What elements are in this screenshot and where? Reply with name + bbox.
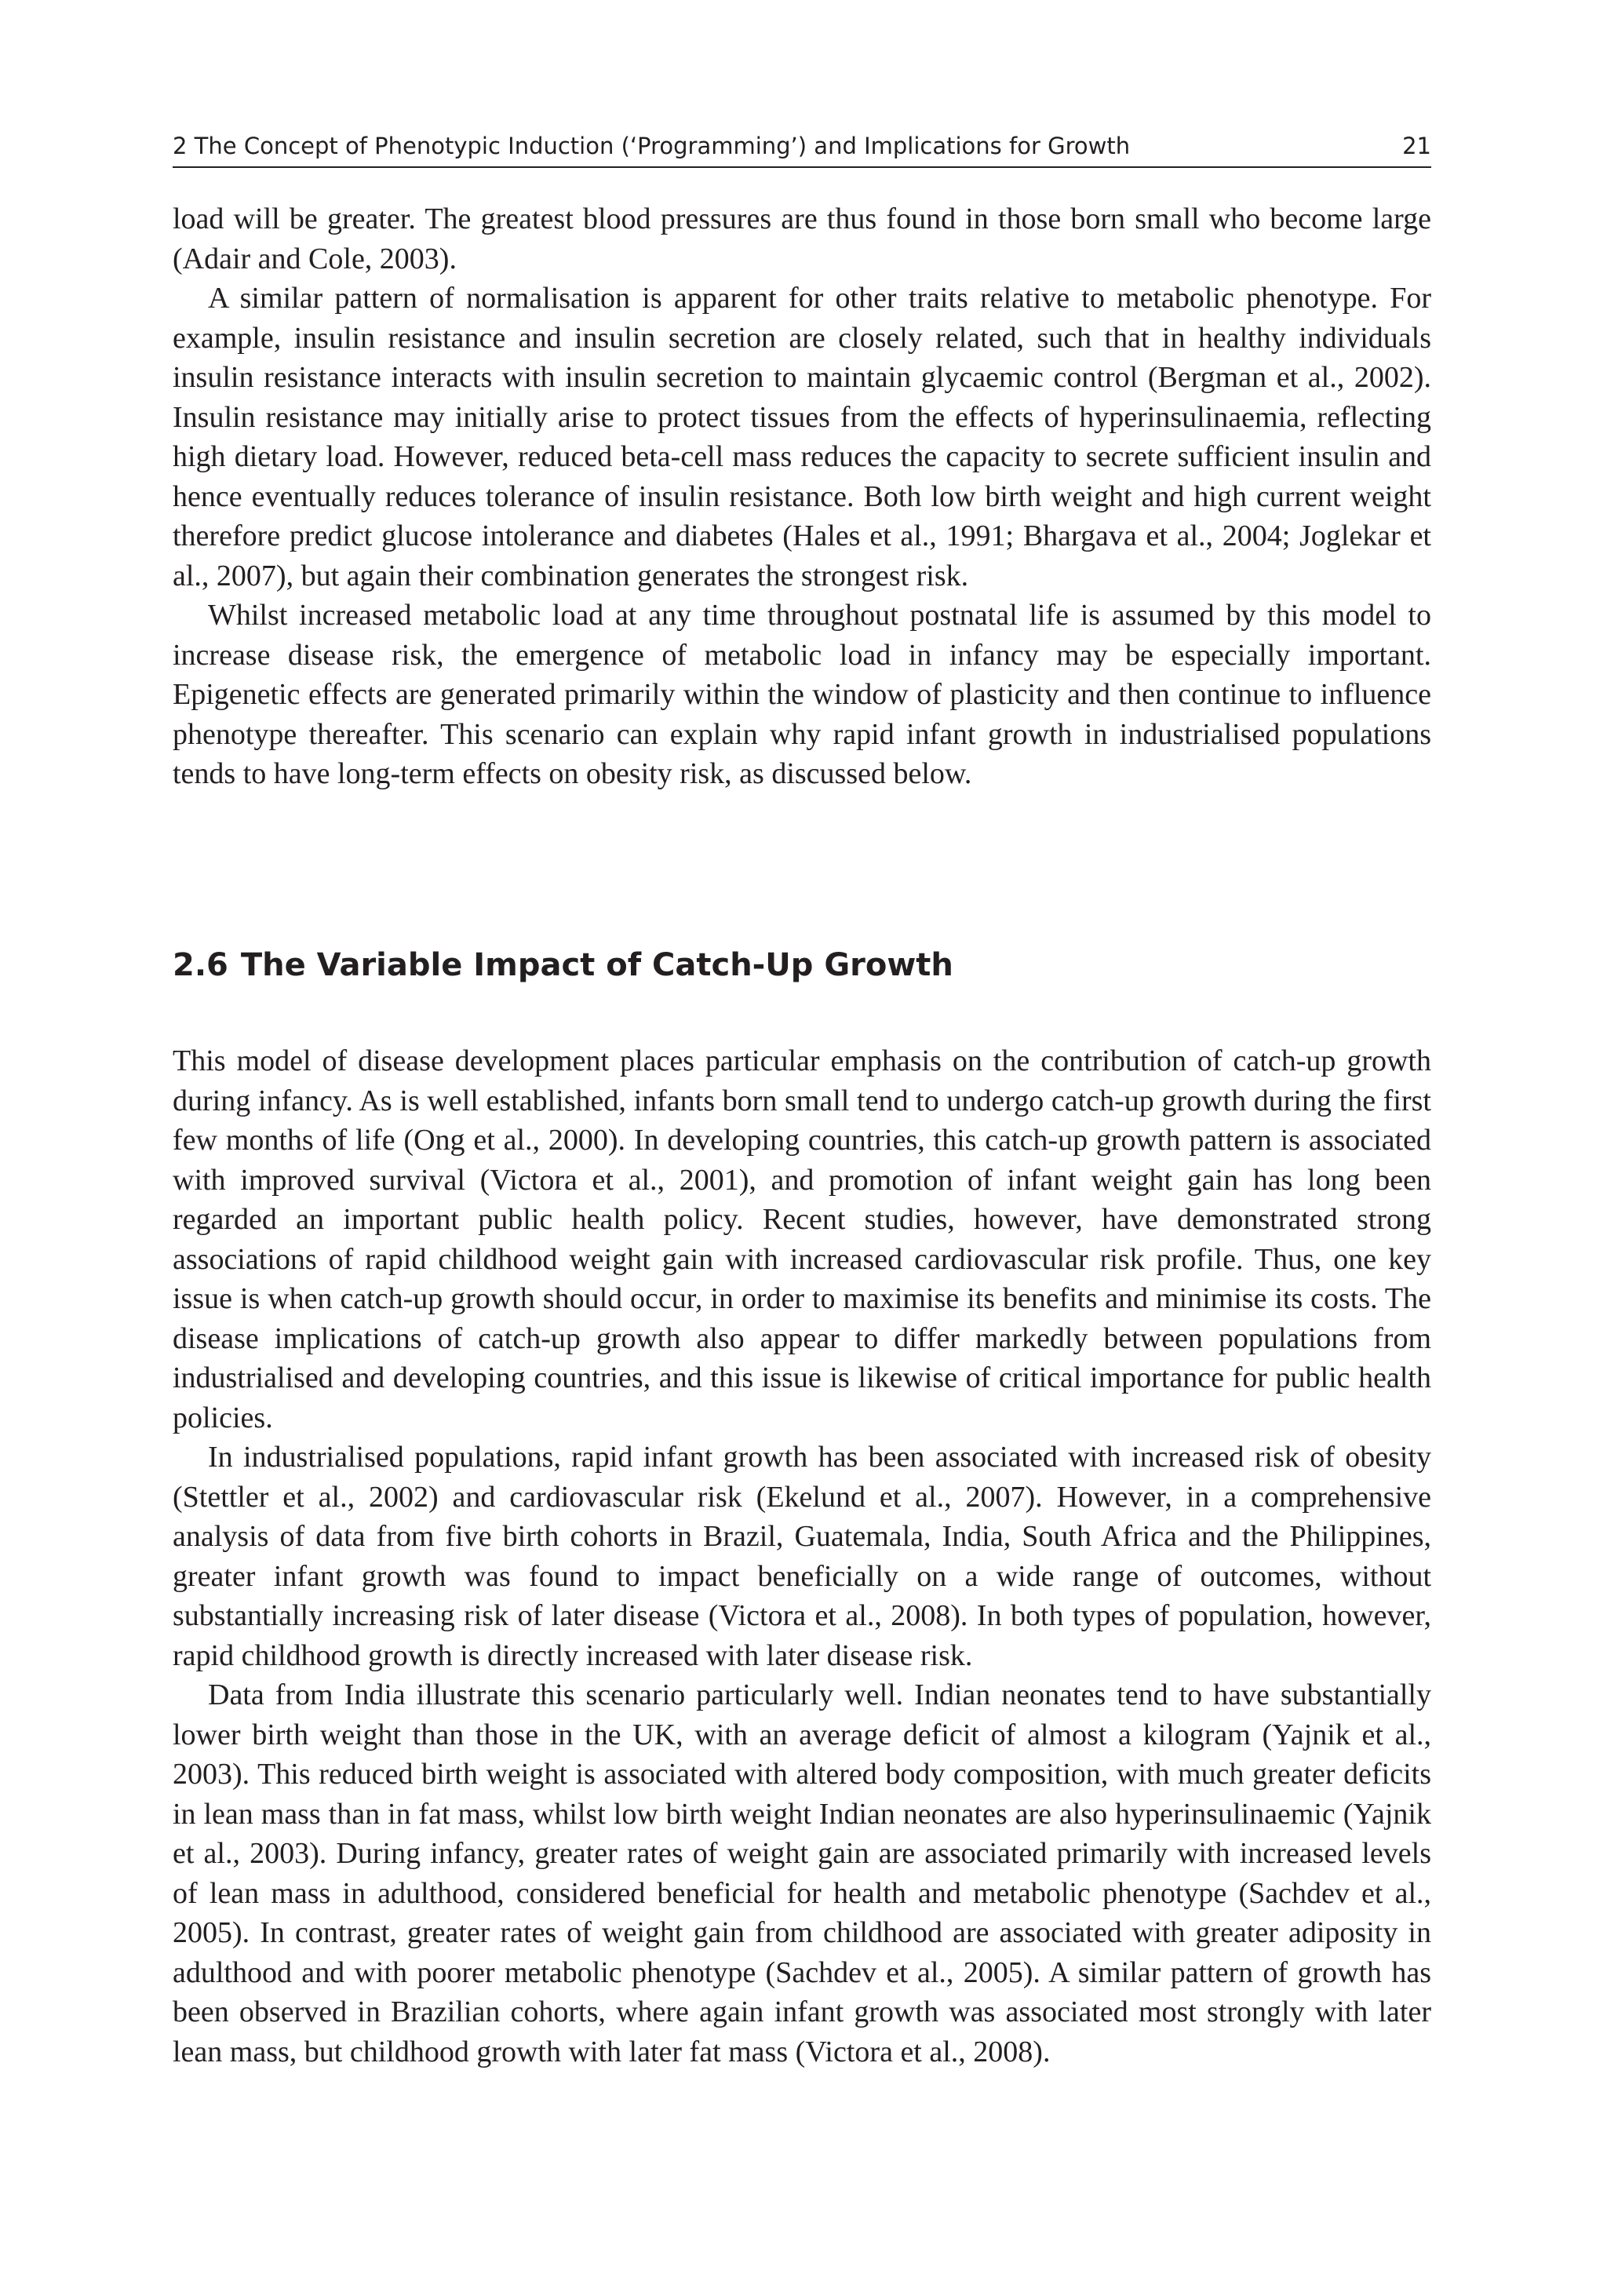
section-heading — [173, 942, 1431, 989]
paragraph: Whilst increased metabolic load at any time throughout postnatal life is assumed by this model to increase disease risk, the emergence of metabolic load in infancy may be especially important. Epigenetic effects are generated primarily within the window of plasticity and then continue to influence phenotype thereafter. This scenario can explain why rapid infant growth in industrialised populations tends to have long-term effects on obesity risk, as discussed below. — [173, 599, 1431, 790]
running-header — [173, 126, 1431, 168]
paragraph: This model of disease development places particular emphasis on the contribution of catch-up growth during infancy. As is well established, infants born small tend to undergo catch-up growth during the first few months of life (Ong et al., 2000). In developing countries, this catch-up growth pattern is associated with improved survival (Victora et al., 2001), and promotion of infant weight gain has long been regarded an important public health policy. Recent studies, however, have demonstrated strong associations of rapid childhood weight gain with increased cardiovascular risk profile. Thus, one key issue is when catch-up growth should occur, in order to maximise its benefits and minimise its costs. The disease implications of catch-up growth also appear to differ markedly between populations from industrialised and developing countries, and this issue is likewise of critical importance for public health policies. — [173, 1044, 1431, 1434]
page-number: 21 — [1402, 133, 1431, 159]
document-page — [173, 0, 1431, 2296]
paragraph: load will be greater. The greatest blood pressures are thus found in those born small who become large (Adair and Cole, 2003). — [173, 202, 1431, 275]
paragraph: Data from India illustrate this scenario particularly well. Indian neonates tend to have substantially lower birth weight than those in the UK, with an average deficit of almost a kilogram (Yajnik et al., 2003). This reduced birth weight is associated with altered body composition, with much greater deficits in lean mass than in fat mass, whilst low birth weight Indian neonates are also hyperinsulinaemic (Yajnik et al., 2003). During infancy, greater rates of weight gain are associated primarily with increased levels of lean mass in adulthood, considered beneficial for health and metabolic phenotype (Sachdev et al., 2005). In contrast, greater rates of weight gain from childhood are associated with greater adiposity in adulthood and with poorer metabolic phenotype (Sachdev et al., 2005). A similar pattern of growth has been observed in Brazilian cohorts, where again infant growth was associated most strongly with later lean mass, but childhood growth with later fat mass (Victora et al., 2008). — [173, 1678, 1431, 2068]
text-block-after-section — [173, 1041, 1431, 2072]
section-number: 2.6 — [173, 947, 228, 983]
paragraph: In industrialised populations, rapid infant growth has been associated with increased risk of obesity (Stettler et al., 2002) and cardiovascular risk (Ekelund et al., 2007). However, in a comprehensive analysis of data from five birth cohorts in Brazil, Guatemala, India, South Africa and the Philippines, greater infant growth was found to impact beneficially on a wide range of outcomes, without substantially increasing risk of later disease (Victora et al., 2008). In both types of population, however, rapid childhood growth is directly increased with later disease risk. — [173, 1441, 1431, 1672]
chapter-title: 2 The Concept of Phenotypic Induction (‘Programming’) and Implications for Growth — [173, 133, 1131, 159]
section-title: The Variable Impact of Catch-Up Growth — [240, 947, 953, 983]
text-block-before-section — [173, 199, 1431, 794]
paragraph: A similar pattern of normalisation is apparent for other traits relative to metabolic phenotype. For example, insulin resistance and insulin secretion are closely related, such that in healthy individuals insulin resistance interacts with insulin secretion to maintain glycaemic control (Bergman et al., 2002). Insulin resistance may initially arise to protect tissues from the effects of hyperinsulinaemia, reflecting high dietary load. However, reduced beta-cell mass reduces the capacity to secrete sufficient insulin and hence eventually reduces tolerance of insulin resistance. Both low birth weight and high current weight therefore predict glucose intolerance and diabetes (Hales et al., 1991; Bhargava et al., 2004; Joglekar et al., 2007), but again their combination generates the strongest risk. — [173, 282, 1431, 592]
